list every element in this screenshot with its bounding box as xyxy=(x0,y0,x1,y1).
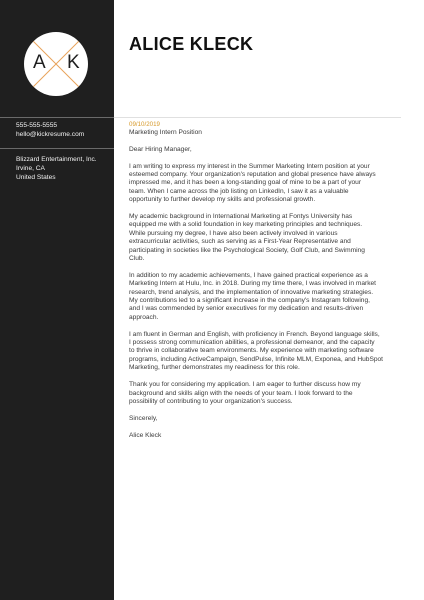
header-divider xyxy=(114,117,401,118)
paragraph-line: background and skills align with the needs of your team. I look forward to the xyxy=(129,389,353,397)
paragraph-line: and I was commended by senior executives for my dedication and results-driven xyxy=(129,305,364,313)
contact-email[interactable]: hello@kickresume.com xyxy=(16,131,85,138)
applicant-name: ALICE KLECK xyxy=(129,34,254,54)
letter-salutation: Dear Hiring Manager, xyxy=(129,145,192,153)
letter-body xyxy=(129,129,401,440)
paragraph-line: While pursuing my degree, I have also been actively involved in various xyxy=(129,229,338,237)
monogram-badge xyxy=(24,32,88,96)
paragraph xyxy=(129,272,401,322)
paragraph-line: Club. xyxy=(129,255,145,263)
letter-signature: Alice Kleck xyxy=(129,431,162,439)
paragraph xyxy=(129,331,401,373)
paragraph-line: Thank you for considering my application. I am eager to further discuss how my xyxy=(129,381,361,389)
paragraph-line: equipped me with a solid foundation in key marketing principles and techniques. xyxy=(129,221,363,229)
letter-subject: Marketing Intern Position xyxy=(129,129,202,136)
paragraph xyxy=(129,381,401,406)
paragraph xyxy=(129,213,401,263)
paragraph-line: participating in societies like the Psychological Society, Golf Club, and Swimming xyxy=(129,246,365,254)
paragraph-line: to thrive in collaborative team environments. My experience with marketing software xyxy=(129,347,374,355)
paragraph xyxy=(129,163,401,205)
monogram-second-initial: K xyxy=(67,52,80,73)
paragraph-line: opportunity to further develop my skills and professional growth. xyxy=(129,196,316,204)
paragraph-line: My academic background in International Marketing at Fontys University has xyxy=(129,213,353,221)
paragraph-line: impressed me, and it has been a long-standing goal of mine to be a part of your xyxy=(129,179,362,187)
paragraph-line: extracurricular activities, such as serving as a First-Year Representative and xyxy=(129,238,351,246)
paragraph-line: team. When I came across the job listing on LinkedIn, I saw it as a valuable xyxy=(129,187,349,195)
paragraph-line: I possess strong communication abilities, a professional demeanor, and the capacity xyxy=(129,339,375,347)
paragraph-line: approach. xyxy=(129,313,159,321)
contact-block xyxy=(16,121,112,139)
paragraph-line: research, trend analysis, and the implementation of innovative marketing strategies. xyxy=(129,288,374,296)
sidebar-divider xyxy=(0,117,114,118)
paragraph-line: Marketing Intern at Hulu, Inc. in 2018. During my time there, I was involved in market xyxy=(129,280,377,288)
recipient-company: Blizzard Entertainment, Inc. xyxy=(16,156,97,163)
paragraph-line: In addition to my academic achievements, I have gained practical experience as a xyxy=(129,271,368,279)
paragraph-line: My contributions led to a significant increase in the company's Instagram following, xyxy=(129,297,370,305)
letter-date: 09/10/2019 xyxy=(129,121,160,128)
paragraph-line: Marketing, further demonstrates my readiness for this role. xyxy=(129,364,300,372)
recipient-city: Irvine, CA xyxy=(16,165,45,172)
letter-closing: Sincerely, xyxy=(129,414,158,422)
paragraph-line: esteemed company. Your organization's reputation and global presence have always xyxy=(129,171,376,178)
paragraph-line: programs, including ActiveCampaign, SendPulse, Infinite MLM, Exponea, and HubSpot xyxy=(129,355,384,363)
paragraph-line: I am writing to express my interest in the Summer Marketing Intern position at your xyxy=(129,162,370,170)
sidebar-divider xyxy=(0,148,114,149)
monogram-first-initial: A xyxy=(33,52,46,73)
recipient-country: United States xyxy=(16,174,56,181)
sidebar xyxy=(0,0,114,600)
contact-phone: 555-555-5555 xyxy=(16,122,58,129)
paragraph-line: possibility of contributing to your organization's success. xyxy=(129,397,293,405)
paragraph-line: I am fluent in German and English, with proficiency in French. Beyond language skills, xyxy=(129,330,380,338)
recipient-block xyxy=(16,155,112,182)
